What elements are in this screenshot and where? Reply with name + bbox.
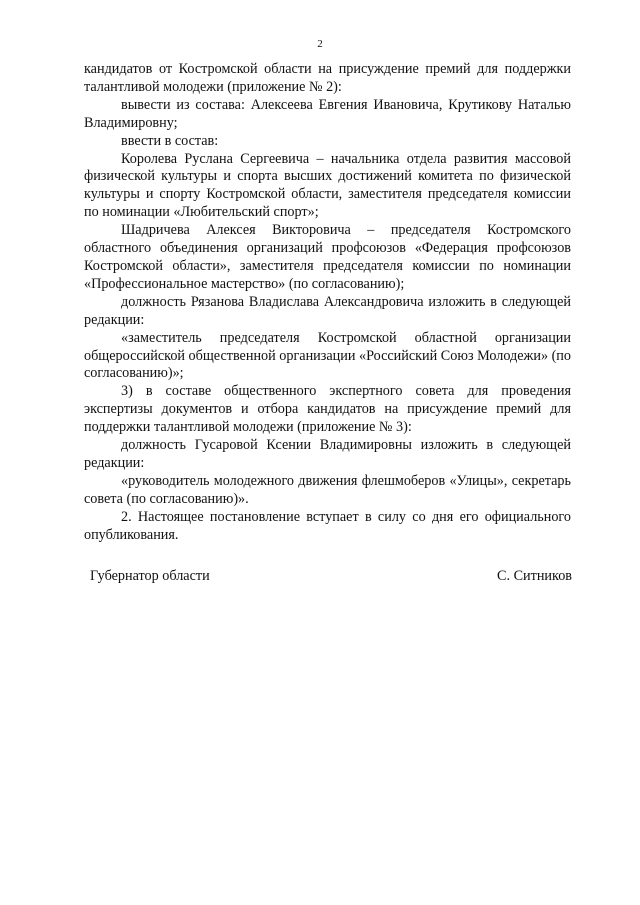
paragraph-ryazanov-position: должность Рязанова Владислава Александровича изложить в следующей редакции: <box>84 293 571 328</box>
paragraph-remove-members: вывести из состава: Алексеева Евгения Ивановича, Крутикову Наталью Владимировну; <box>84 96 571 131</box>
page-number: 2 <box>317 38 323 50</box>
signatory-name: С. Ситников <box>497 568 572 584</box>
paragraph-expert-council: 3) в составе общественного экспертного совета для проведения экспертизы документов и отбора кандидатов на присуждение премий для поддержки талантливой молодежи (приложение № 3): <box>84 383 571 436</box>
paragraph-ryazanov-new-title: «заместитель председателя Костромской областной организации общероссийской общественной организации «Российский Союз Молодежи» (по согласованию)»; <box>84 329 571 382</box>
paragraph-gusarova-position: должность Гусаровой Ксении Владимировны изложить в следующей редакции: <box>84 437 571 471</box>
paragraph-korolev: Королева Руслана Сергеевича – начальника отдела развития массовой физической культуры и спорта высших достижений комитета по физической культуры и спорту Костромской области, заместителя председателя комиссии по номинации «Любительский спорт»; <box>84 150 571 221</box>
document-body <box>84 61 571 544</box>
signatory-role: Губернатор области <box>90 568 210 584</box>
paragraph-gusarova-new-title: «руководитель молодежного движения флешмоберов «Улицы», секретарь совета (по согласованию)». <box>84 472 571 507</box>
paragraph-effective-date: 2. Настоящее постановление вступает в силу со дня его официального опубликования. <box>84 508 571 543</box>
paragraph-shadrichev: Шадричева Алексея Викторовича – председателя Костромского областного объединения организаций профсоюзов «Федерация профсоюзов Костромской области», заместителя председателя комиссии по номинации «Профессиональное мастерство» (по согласованию); <box>84 222 571 292</box>
paragraph-add-members-heading: ввести в состав: <box>121 132 219 149</box>
paragraph-continuation: кандидатов от Костромской области на присуждение премий для поддержки талантливой молодежи (приложение № 2): <box>84 61 571 95</box>
